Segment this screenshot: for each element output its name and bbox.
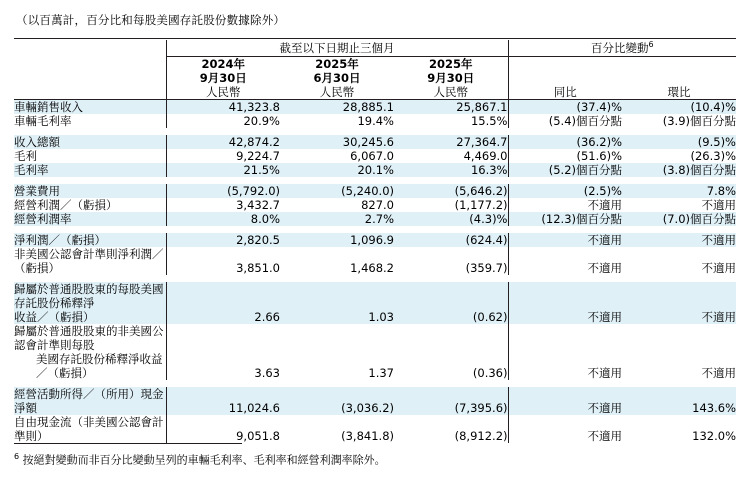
- row-value: 不適用: [508, 282, 622, 324]
- row-label-line1: 歸屬於普通股股東的非美國公認會計準則每股: [14, 324, 164, 352]
- row-value: 不適用: [508, 415, 622, 443]
- row-value: 19.4%: [280, 114, 394, 128]
- row-value: 3,851.0: [166, 247, 280, 275]
- row-label: 營業費用: [14, 184, 166, 198]
- table-row: [14, 114, 736, 128]
- col-header-year: 2025年: [428, 57, 473, 71]
- spacer-cell: [14, 275, 736, 282]
- col-header-2025-06-30: [280, 57, 394, 100]
- table-row: [14, 184, 736, 198]
- row-value: 15.5%: [394, 114, 508, 128]
- row-value: (5,646.2): [394, 184, 508, 198]
- table-row: [14, 415, 736, 443]
- row-value: 1,096.9: [280, 233, 394, 247]
- row-value: 21.5%: [166, 163, 280, 177]
- row-value: 1.03: [280, 282, 394, 324]
- table-row: [14, 198, 736, 212]
- spacer-cell: [14, 177, 736, 184]
- row-value: (26.3)%: [622, 149, 736, 163]
- row-value: (5.2)個百分點: [508, 163, 622, 177]
- col-header-yoy: [508, 57, 622, 100]
- row-value: (5.4)個百分點: [508, 114, 622, 128]
- col-header-currency: 人民幣: [319, 85, 355, 99]
- row-value: 42,874.2: [166, 135, 280, 149]
- row-value: 6,067.0: [280, 149, 394, 163]
- row-label-line2: 美國存託股份稀釋淨收益／（虧損）: [36, 352, 163, 380]
- group-header-period: 截至以下日期止三個月: [166, 40, 508, 57]
- row-value: 25,867.1: [394, 100, 508, 115]
- row-value: 不適用: [508, 247, 622, 275]
- table-row: [14, 282, 736, 324]
- table-spacer-row: [14, 226, 736, 233]
- row-label: 自由現金流（非美國公認會計準則）: [14, 415, 166, 443]
- footnote-body: 按絕對變動而非百分比變動呈列的車輛毛利率、毛利率和經營利潤率除外。: [22, 454, 386, 467]
- row-label: [14, 282, 166, 324]
- row-value: 132.0%: [622, 415, 736, 443]
- footnote-divider: [14, 443, 242, 444]
- row-value: 27,364.7: [394, 135, 508, 149]
- table-spacer-row: [14, 177, 736, 184]
- table-row: [14, 233, 736, 247]
- row-label: 非美國公認會計準則淨利潤／（虧損）: [14, 247, 166, 275]
- row-value: 41,323.8: [166, 100, 280, 115]
- table-row: [14, 100, 736, 115]
- row-value: 不適用: [622, 324, 736, 380]
- row-label: 毛利率: [14, 163, 166, 177]
- row-label: 經營利潤／（虧損）: [14, 198, 166, 212]
- row-value: 不適用: [508, 324, 622, 380]
- row-value: 不適用: [622, 233, 736, 247]
- footnote-marker: 6: [14, 452, 20, 462]
- row-value: 20.9%: [166, 114, 280, 128]
- row-value: 1,468.2: [280, 247, 394, 275]
- row-label: 毛利: [14, 149, 166, 163]
- row-value: 不適用: [622, 282, 736, 324]
- group-header-change-label: 百分比變動: [590, 41, 649, 55]
- row-value: (0.62): [394, 282, 508, 324]
- row-value: (10.4)%: [622, 100, 736, 115]
- table-row: [14, 212, 736, 226]
- financial-table: [14, 38, 736, 443]
- group-header-change: [508, 40, 736, 57]
- table-spacer-row: [14, 380, 736, 387]
- footnote-block: [14, 443, 444, 468]
- row-value: 4,469.0: [394, 149, 508, 163]
- table-row: [14, 324, 736, 380]
- row-value: (1,177.2): [394, 198, 508, 212]
- col-header-qoq: [622, 57, 736, 100]
- row-value: (7,395.6): [394, 387, 508, 415]
- row-value: 11,024.6: [166, 387, 280, 415]
- units-note: （以百萬計，百分比和每股美國存託股份數據除外）: [16, 13, 286, 27]
- col-header-date: 6月30日: [313, 71, 361, 85]
- row-value: 9,224.7: [166, 149, 280, 163]
- row-value: 不適用: [508, 233, 622, 247]
- table-row: [14, 247, 736, 275]
- row-value: 不適用: [508, 198, 622, 212]
- table-body: [14, 100, 736, 444]
- row-value: 2,820.5: [166, 233, 280, 247]
- row-label-line1: 歸屬於普通股股東的每股美國存託股份稀釋淨: [14, 282, 164, 310]
- table-row: [14, 149, 736, 163]
- table-spacer-row: [14, 128, 736, 135]
- group-header-change-sup: 6: [648, 40, 654, 50]
- row-value: 1.37: [280, 324, 394, 380]
- row-value: (3,841.8): [280, 415, 394, 443]
- footnote-text: [14, 449, 444, 468]
- spacer-cell: [14, 128, 736, 135]
- table-row: [14, 135, 736, 149]
- col-header-date: 9月30日: [199, 71, 247, 85]
- col-header-date: 9月30日: [427, 71, 475, 85]
- col-header-year: 2024年: [201, 57, 245, 71]
- col-header-currency: 人民幣: [206, 85, 241, 99]
- row-value: (9.5)%: [622, 135, 736, 149]
- column-header-row: [14, 57, 736, 100]
- row-value: 不適用: [622, 247, 736, 275]
- row-value: 20.1%: [280, 163, 394, 177]
- row-label: 經營利潤率: [14, 212, 166, 226]
- row-value: (5,240.0): [280, 184, 394, 198]
- row-label: 經營活動所得／（所用）現金淨額: [14, 387, 166, 415]
- row-value: 8.0%: [166, 212, 280, 226]
- spacer-cell: [14, 380, 736, 387]
- row-value: 不適用: [508, 387, 622, 415]
- row-value: (51.6)%: [508, 149, 622, 163]
- row-value: 30,245.6: [280, 135, 394, 149]
- row-value: (36.2)%: [508, 135, 622, 149]
- row-label: 收入總額: [14, 135, 166, 149]
- col-header-qoq-label: 環比: [667, 85, 691, 99]
- row-value: 16.3%: [394, 163, 508, 177]
- table-row: [14, 387, 736, 415]
- row-value: 2.66: [166, 282, 280, 324]
- col-header-yoy-label: 同比: [553, 85, 577, 99]
- row-value: 3,432.7: [166, 198, 280, 212]
- row-value: 143.6%: [622, 387, 736, 415]
- row-value: 827.0: [280, 198, 394, 212]
- row-label-line2: 收益／（虧損）: [14, 310, 95, 324]
- row-value: 不適用: [622, 198, 736, 212]
- row-value: (0.36): [394, 324, 508, 380]
- row-label: 淨利潤／（虧損）: [14, 233, 166, 247]
- row-value: 3.63: [166, 324, 280, 380]
- col-header-2025-09-30: [394, 57, 508, 100]
- row-value: 2.7%: [280, 212, 394, 226]
- row-label: 車輛毛利率: [14, 114, 166, 128]
- row-value: (3,036.2): [280, 387, 394, 415]
- row-value: (3.9)個百分點: [622, 114, 736, 128]
- table-row: [14, 163, 736, 177]
- row-value: 7.8%: [622, 184, 736, 198]
- group-header-row: [14, 40, 736, 57]
- row-value: (5,792.0): [166, 184, 280, 198]
- row-label: 車輛銷售收入: [14, 100, 166, 115]
- row-value: 9,051.8: [166, 415, 280, 443]
- row-value: (4.3)%: [394, 212, 508, 226]
- col-header-year: 2025年: [315, 57, 359, 71]
- spacer-cell: [14, 226, 736, 233]
- row-value: (7.0)個百分點: [622, 212, 736, 226]
- row-value: (2.5)%: [508, 184, 622, 198]
- row-value: (624.4): [394, 233, 508, 247]
- col-header-currency: 人民幣: [433, 85, 468, 99]
- row-value: (359.7): [394, 247, 508, 275]
- row-value: (37.4)%: [508, 100, 622, 115]
- row-label: [14, 324, 166, 380]
- row-value: 28,885.1: [280, 100, 394, 115]
- row-value: (8,912.2): [394, 415, 508, 443]
- row-value: (3.8)個百分點: [622, 163, 736, 177]
- col-header-2024-09-30: [166, 57, 280, 100]
- table-spacer-row: [14, 275, 736, 282]
- row-value: (12.3)個百分點: [508, 212, 622, 226]
